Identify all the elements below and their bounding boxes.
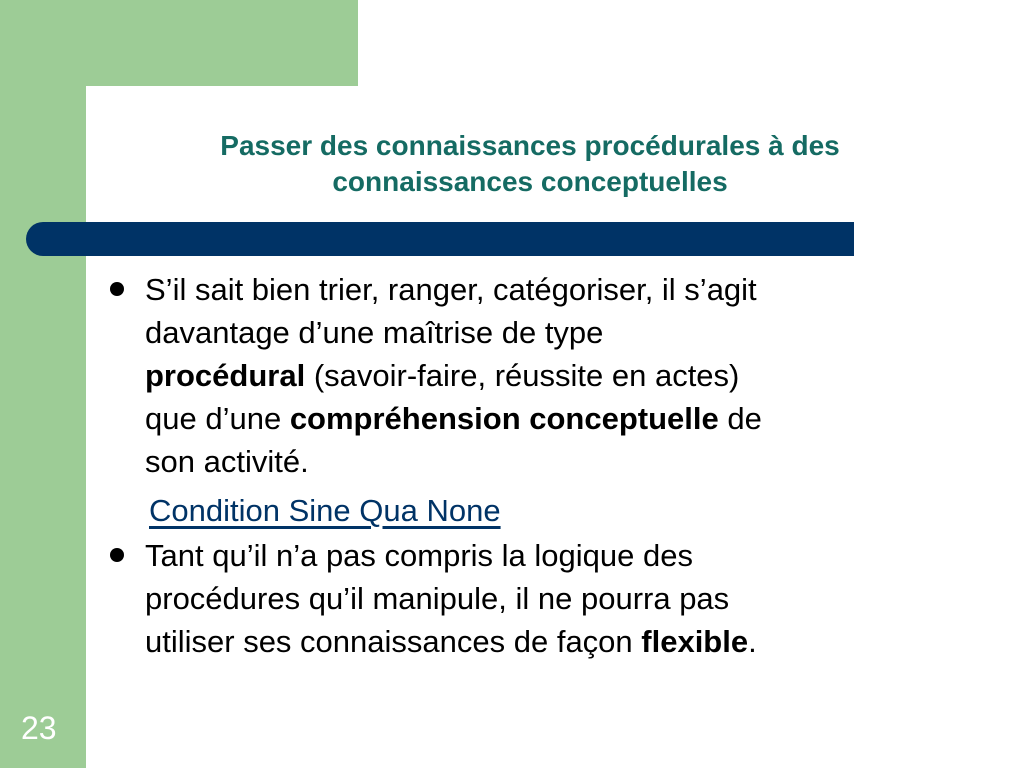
top-green-band	[0, 0, 358, 86]
bullet-1-line-3	[145, 354, 960, 397]
bullet-dot-icon	[110, 282, 124, 296]
page-number: 23	[21, 710, 57, 746]
bullet-1-line-1: S’il sait bien trier, ranger, catégoriser, il s’agit	[145, 272, 757, 307]
bullet-item-2	[100, 534, 960, 663]
bullet-2-line-3-pre: utiliser ses connaissances de façon	[145, 624, 642, 659]
condition-line	[100, 489, 960, 532]
left-green-band	[0, 0, 86, 768]
bold-term-flexible: flexible	[641, 624, 749, 659]
slide-title-line-2: connaissances conceptuelles	[332, 166, 728, 197]
slide-body	[100, 268, 960, 663]
bullet-1-line-4-pre: que d’une	[145, 401, 290, 436]
bullet-2-line-1: Tant qu’il n’a pas compris la logique des	[145, 538, 693, 573]
slide-title-line-1: Passer des connaissances procédurales à des	[220, 130, 840, 161]
bullet-1-line-2: davantage d’une maîtrise de type	[145, 315, 604, 350]
bullet-1-line-5: son activité.	[145, 444, 309, 479]
bold-term-procedural: procédural	[145, 358, 306, 393]
bullet-2-line-3	[145, 620, 960, 663]
bullet-2-line-2: procédures qu’il manipule, il ne pourra pas	[145, 581, 730, 616]
condition-link[interactable]: Condition Sine Qua None	[149, 493, 501, 528]
bullet-1-line-4	[145, 397, 960, 440]
bullet-1-line-4-post: de	[718, 401, 762, 436]
bullet-2-line-3-post: .	[748, 624, 757, 659]
bold-term-comprehension: compréhension conceptuelle	[289, 401, 719, 436]
slide-title	[130, 128, 930, 200]
bullet-dot-icon	[110, 548, 124, 562]
bullet-item-1	[100, 268, 960, 483]
title-divider-bar	[26, 222, 854, 256]
bullet-1-line-3-rest: (savoir-faire, réussite en actes)	[305, 358, 740, 393]
